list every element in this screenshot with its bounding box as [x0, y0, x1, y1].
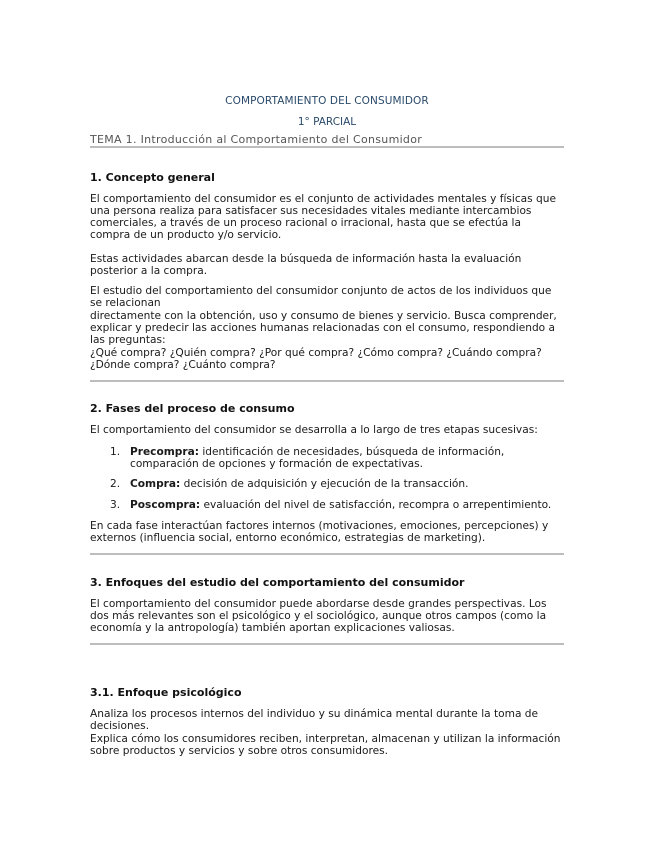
list-term: Poscompra:	[130, 499, 201, 511]
list-text: evaluación del nivel de satisfacción, recompra o arrepentimiento.	[200, 499, 552, 511]
list-number: 2.	[110, 478, 121, 490]
section-2-outro: En cada fase interactúan factores internos (motivaciones, emociones, percepciones) y externos (influencia social, entorno económico, estrategias de marketing).	[90, 520, 549, 544]
section-3-heading: 3. Enfoques del estudio del comportamiento del consumidor	[90, 576, 465, 589]
divider	[90, 146, 564, 148]
section-3-1-paragraph-2: Explica cómo los consumidores reciben, interpretan, almacenan y utilizan la información sobre productos y servicios y sobre otros consumidores.	[90, 733, 561, 757]
section-1-questions: ¿Qué compra? ¿Quién compra? ¿Por qué compra? ¿Cómo compra? ¿Cuándo compra? ¿Dónde compra? ¿Cuánto compra?	[90, 347, 542, 371]
divider	[90, 553, 564, 555]
list-number: 1.	[110, 446, 121, 458]
section-1-paragraph-3b: directamente con la obtención, uso y consumo de bienes y servicio. Busca comprender, explicar y predecir las acciones humanas relacionadas con el consumo, respondiendo a las preguntas:	[90, 310, 557, 346]
list-term: Compra:	[130, 478, 181, 490]
section-1-heading: 1. Concepto general	[90, 171, 215, 184]
divider	[90, 643, 564, 645]
section-3-1-paragraph-1: Analiza los procesos internos del individuo y su dinámica mental durante la toma de decisiones.	[90, 708, 539, 732]
list-number: 3.	[110, 499, 121, 511]
document-title: COMPORTAMIENTO DEL CONSUMIDOR	[225, 95, 429, 107]
section-2-intro: El comportamiento del consumidor se desarrolla a lo largo de tres etapas sucesivas:	[90, 424, 538, 436]
list-term: Precompra:	[130, 446, 199, 458]
topic-heading: TEMA 1. Introducción al Comportamiento del Consumidor	[90, 133, 423, 146]
list-text: decisión de adquisición y ejecución de la transacción.	[180, 478, 469, 490]
document-subtitle: 1° PARCIAL	[297, 116, 357, 128]
divider	[90, 380, 564, 382]
section-3-1-heading: 3.1. Enfoque psicológico	[90, 686, 242, 699]
section-1-paragraph-1: El comportamiento del consumidor es el conjunto de actividades mentales y físicas que una persona realiza para satisfacer sus necesidades vitales mediante intercambios comerciales, a través de un proceso racional o irracional, hasta que se efectúa la compra de un producto y/o servicio.	[90, 193, 557, 241]
section-2-heading: 2. Fases del proceso de consumo	[90, 402, 295, 415]
section-1-paragraph-3a: El estudio del comportamiento del consumidor conjunto de actos de los individuos que se relacionan	[90, 285, 552, 309]
section-1-paragraph-2: Estas actividades abarcan desde la búsqueda de información hasta la evaluación posterior a la compra.	[90, 253, 522, 277]
section-3-paragraph: El comportamiento del consumidor puede abordarse desde grandes perspectivas. Los dos más relevantes son el psicológico y el sociológico, aunque otros campos (como la economía y la antropología) también aportan explicaciones valiosas.	[90, 598, 547, 634]
list-text: identificación de necesidades, búsqueda de información, comparación de opciones y formación de expectativas.	[130, 446, 505, 470]
